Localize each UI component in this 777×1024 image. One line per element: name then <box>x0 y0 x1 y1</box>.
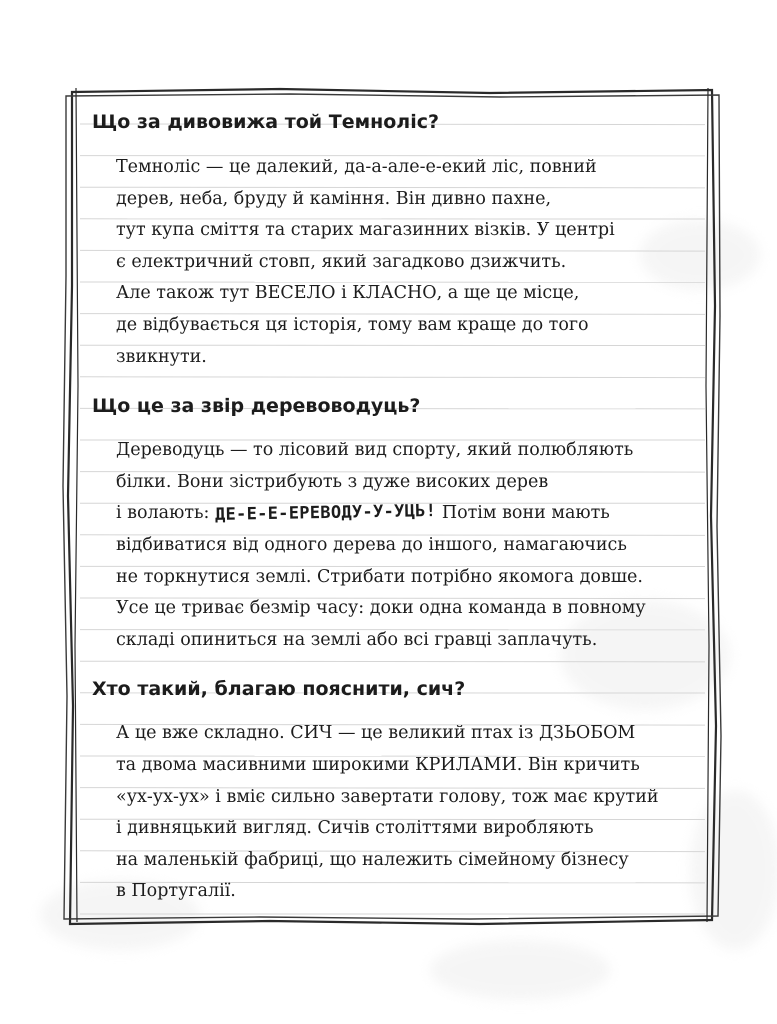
question-heading: Що за дивовижа той Темноліс? <box>92 111 440 133</box>
answer-line: Темноліс — це далекий, да-а-але-е-екий ліс, повний <box>116 157 597 177</box>
answer-line: А це вже складно. СИЧ — це великий птах із ДЗЬОБОМ <box>116 723 636 744</box>
answer-line: тут купа сміття та старих магазинних візків. У центрі <box>116 220 615 241</box>
smudge <box>430 940 610 1000</box>
answer-line: і дивняцький вигляд. Сичів століттями виробляють <box>116 818 594 839</box>
answer-line: не торкнутися землі. Стрибати потрібно якомога довше. <box>116 566 643 587</box>
answer-line: та двома масивними широкими КРИЛАМИ. Він кричить <box>116 754 640 775</box>
answer-line: відбиватися від одного дерева до іншого, намагаючись <box>116 534 627 555</box>
faq-section-temnolis <box>92 107 702 373</box>
answer-line-with-shout <box>116 498 702 530</box>
answer-line: де відбувається ця історія, тому вам краще до того <box>116 314 589 335</box>
shout-trail-text: Потім вони мають <box>436 503 610 524</box>
answer-line: Дереводуць — то лісовий вид спорту, який полюбляють <box>116 440 634 461</box>
answer-line: Усе це триває безмір часу: доки одна команда в повному <box>116 598 646 619</box>
answer-line: є електричний стовп, який загадково дзижчить. <box>116 251 567 272</box>
answer-line: в Португалії. <box>116 881 236 902</box>
answer-line: на маленькій фабриці, що належить сімейному бізнесу <box>116 849 629 870</box>
answer-text <box>92 435 702 656</box>
answer-line: «ух-ух-ух» і вміє сильно завертати голову, тож має крутий <box>116 786 659 807</box>
shout-text: ДЕ-Е-Е-ЕРЕВОДУ-У-УЦЬ! <box>214 501 437 526</box>
faq-section-sych <box>92 674 702 908</box>
answer-text <box>92 152 702 373</box>
faq-content <box>92 102 702 908</box>
faq-section-derevoduts <box>92 391 702 656</box>
answer-line: звикнути. <box>116 346 207 367</box>
answer-text <box>92 718 702 908</box>
answer-line: складі опиниться на землі або всі гравці заплачуть. <box>116 629 598 650</box>
question-heading: Що це за звір деревоводуць? <box>92 395 421 418</box>
question-heading: Хто такий, благаю пояснити, сич? <box>92 678 466 701</box>
answer-line: дерев, неба, бруду й каміння. Він дивно пахне, <box>116 188 552 209</box>
answer-line: Але також тут ВЕСЕЛО і КЛАСНО, а ще це місце, <box>116 283 580 304</box>
shout-lead-text: і волають: <box>116 503 216 524</box>
answer-line: білки. Вони зістрибують з дуже високих дерев <box>116 471 549 492</box>
